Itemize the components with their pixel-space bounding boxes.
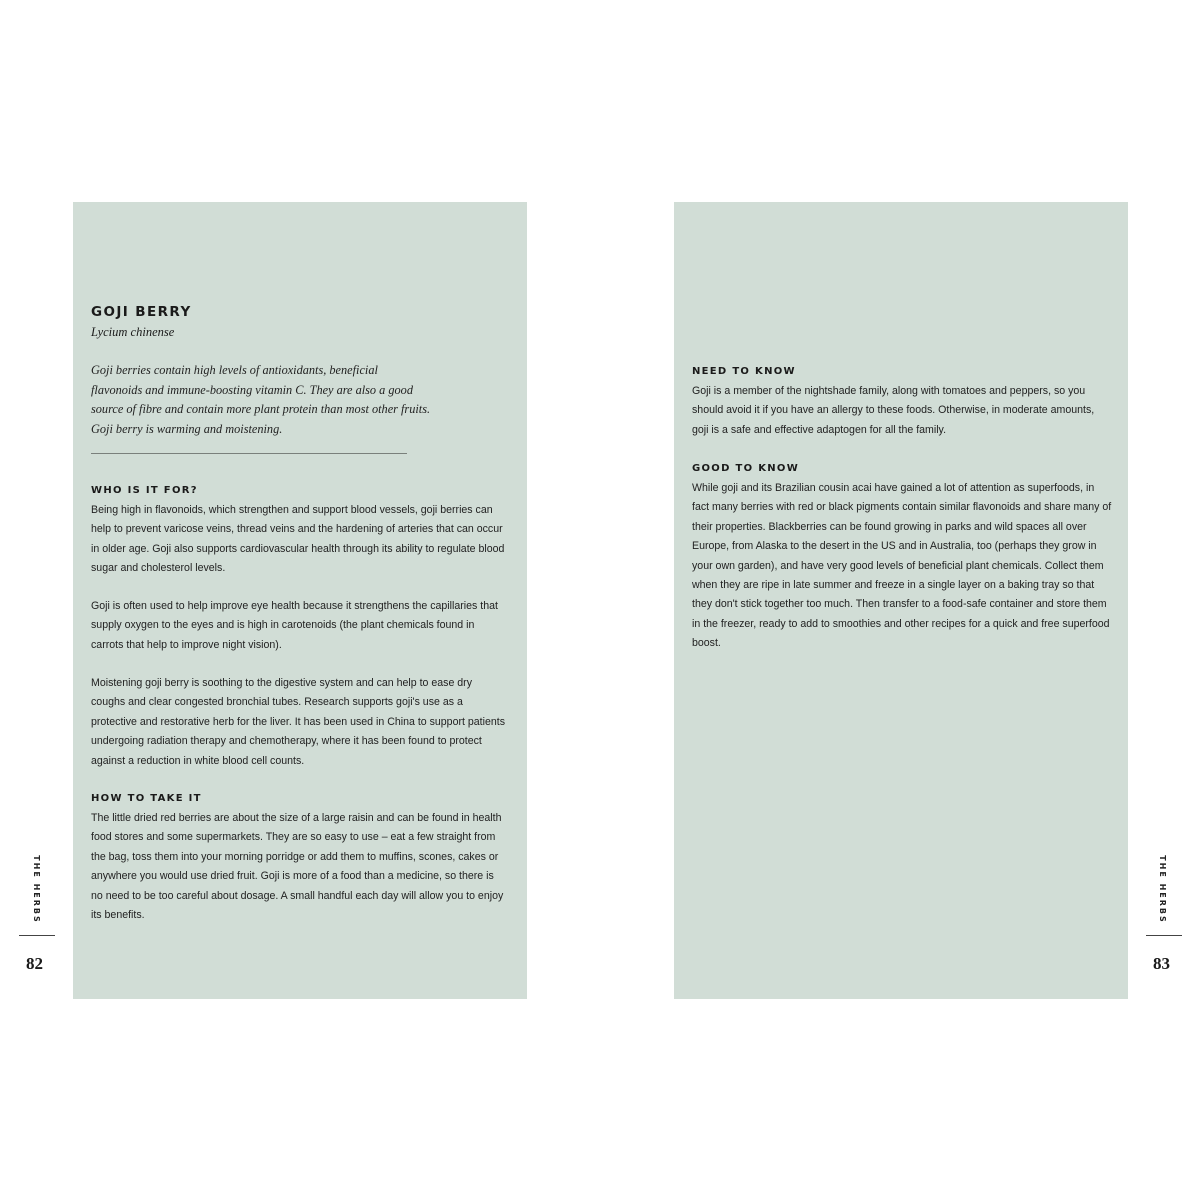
left-section-label: THE HERBS <box>31 855 41 924</box>
herb-title: GOJI BERRY <box>91 304 192 320</box>
right-page-panel <box>674 202 1128 999</box>
who-section-3 <box>91 674 507 771</box>
good-section <box>692 462 1112 654</box>
how-heading: HOW TO TAKE IT <box>91 793 202 804</box>
need-heading: NEED TO KNOW <box>692 366 796 377</box>
divider-rule <box>91 453 407 454</box>
intro-paragraph: Goji berries contain high levels of antioxidants, beneficial flavonoids and immune-boosting vitamin C. They are also a good source of fibre and contain more plant protein than most other fruits. Goji berry is warming and moistening. <box>91 363 431 436</box>
how-section <box>91 792 507 925</box>
who-paragraph-2: Goji is often used to help improve eye health because it strengthens the capillaries that supply oxygen to the eyes and is high in carotenoids (the plant chemicals found in carrots that help to improve night vision). <box>91 600 498 651</box>
who-section <box>91 484 507 579</box>
right-side-rule <box>1146 935 1182 936</box>
who-heading: WHO IS IT FOR? <box>91 485 198 496</box>
who-paragraph-3: Moistening goji berry is soothing to the digestive system and can help to ease dry coughs and clear congested bronchial tubes. Research supports goji's use as a protective and restorative herb for the liver. It has been used in China to support patients undergoing radiation therapy and chemotherapy, where it has been found to protect against a reduction in white blood cell counts. <box>91 677 505 767</box>
left-page-number: 82 <box>26 954 43 973</box>
right-page-number: 83 <box>1153 954 1170 973</box>
right-section-label: THE HERBS <box>1157 855 1167 924</box>
latin-name: Lycium chinense <box>91 325 175 339</box>
good-paragraph: While goji and its Brazilian cousin acai have gained a lot of attention as superfoods, in fact many berries with red or black pigments contain similar flavonoids and share many of their properties. Blackberries can be found growing in parks and wild spaces all over Europe, from Alaska to the desert in the US and in Australia, too (perhaps they grow in your own garden), and have very good levels of beneficial plant chemicals. Collect them when they are ripe in late summer and freeze in a single layer on a baking tray so that they don't stick together too much. Then transfer to a food-safe container and store them in the freezer, ready to add to smoothies and other recipes for a quick and free superfood boost. <box>692 482 1112 650</box>
left-page-panel <box>73 202 527 999</box>
left-side-rule <box>19 935 55 936</box>
need-paragraph: Goji is a member of the nightshade family, along with tomatoes and peppers, so you should avoid it if you have an allergy to these foods. Otherwise, in moderate amounts, goji is a safe and effective adaptogen for all the family. <box>692 385 1095 436</box>
need-section <box>692 365 1112 440</box>
who-section-2 <box>91 597 507 655</box>
who-paragraph-1: Being high in flavonoids, which strengthen and support blood vessels, goji berries can help to prevent varicose veins, thread veins and the hardening of arteries that can occur in older age. Goji also supports cardiovascular health through its ability to regulate blood sugar and cholesterol levels. <box>91 504 505 575</box>
good-heading: GOOD TO KNOW <box>692 463 800 474</box>
how-paragraph: The little dried red berries are about the size of a large raisin and can be found in health food stores and some supermarkets. They are so easy to use – eat a few straight from the bag, toss them into your morning porridge or add them to muffins, scones, cakes or anywhere you would use dried fruit. Goji is more of a food than a medicine, so there is no need to be too careful about dosage. A small handful each day will allow you to enjoy its benefits. <box>91 812 504 922</box>
